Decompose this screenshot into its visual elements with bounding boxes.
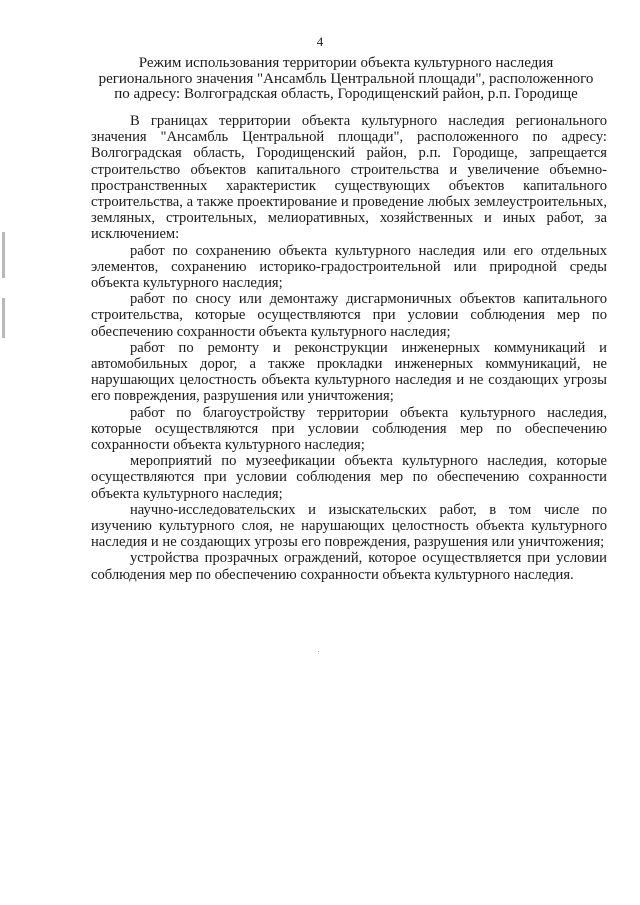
heading-line: по адресу: Волгоградская область, Городищенский район, р.п. Городище xyxy=(114,86,578,102)
exception-item: устройства прозрачных ограждений, которое осуществляется при условии соблюдения мер по обеспечению сохранности объекта культурного наследия. xyxy=(91,550,607,583)
exception-item: работ по ремонту и реконструкции инженерных коммуникаций и автомобильных дорог, а также прокладки инженерных коммуникаций, не нарушающих целостность объекта культурного наследия и не создающих угрозы его повреждения, разрушения или уничтожения; xyxy=(91,339,607,405)
intro-paragraph: В границах территории объекта культурного наследия регионального значения "Ансамбль Центральной площади", расположенного по адресу: Волгоградская область, Городищенский район, р.п. Городище, запрещается строительство объектов капитального строительства и увеличение объемно-пространственных характеристик существующих объектов капитального строительства, а также проектирование и проведение любых землеустроительных, земляных, строительных, мелиоративных, хозяйственных и иных работ, за исключением: xyxy=(91,113,607,243)
document-heading xyxy=(86,56,606,103)
exception-item: мероприятий по музеефикации объекта культурного наследия, которые осуществляются при условии соблюдения мер по обеспечению сохранности объекта культурного наследия; xyxy=(91,453,607,502)
document-body xyxy=(91,113,607,583)
exception-item: работ по благоустройству территории объекта культурного наследия, которые осуществляются при условии соблюдения мер по обеспечению сохранности объекта культурного наследия; xyxy=(91,404,607,454)
scan-edge-mark xyxy=(2,232,5,278)
page-number: 4 xyxy=(316,34,324,49)
exception-item: работ по сносу или демонтажу дисгармоничных объектов капитального строительства, которые осуществляются при условии соблюдения мер по обеспечению сохранности объекта культурного наследия; xyxy=(91,291,607,340)
scan-speck xyxy=(318,651,319,652)
exception-item: научно-исследовательских и изыскательских работ, в том числе по изучению культурного слоя, не нарушающих целостность объекта культурного наследия и не создающих угрозы его повреждения, разрушения или уничтожения; xyxy=(91,501,607,551)
heading-line: регионального значения "Ансамбль Центральной площади", расположенного xyxy=(98,70,594,87)
heading-line: Режим использования территории объекта культурного наследия xyxy=(138,55,554,71)
scan-edge-mark xyxy=(2,298,5,338)
exception-item: работ по сохранению объекта культурного наследия или его отдельных элементов, сохранению историко-градостроительной или природной среды объекта культурного наследия; xyxy=(91,242,607,292)
